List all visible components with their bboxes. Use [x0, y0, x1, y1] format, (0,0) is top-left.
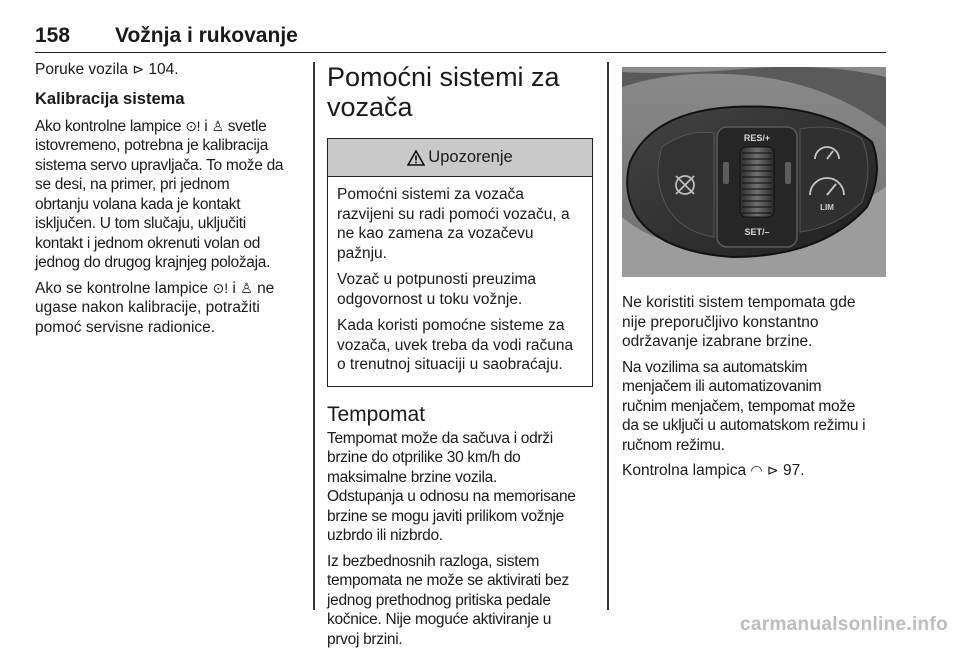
cross-reference: Poruke vozila ⊳ 104. [35, 61, 179, 78]
paragraph: Ako kontrolne lampice ⊙! i ♙ svetle istovremeno, potrebna je kalibracija sistema servo upravljača. To može da se desi, na primer, pri jednom obrtanju volana kada je kontakt isključen. U tom slučaju, uključiti kontakt i jednom okrenuti volan od jednog do drugog krajnjeg položaja. [35, 117, 284, 271]
page-reference-icon: ⊳ [132, 61, 145, 77]
steering-warning-icon: ⊙! [212, 279, 229, 296]
page-header [35, 22, 886, 53]
warning-header [328, 139, 592, 177]
column-middle [327, 60, 593, 655]
watermark: carmanualsonline.info [740, 614, 948, 635]
warning-triangle-icon [407, 150, 425, 166]
cruise-control-icon: ◠ [750, 462, 763, 478]
paragraph: Kada koristi pomoćne sisteme za vozača, uvek treba da vodi računa o trenutnoj situaciji u saobraćaju. [337, 317, 574, 373]
lim-label: LIM [820, 203, 834, 212]
warning-box [327, 138, 593, 387]
column-divider [313, 62, 315, 610]
chapter-title: Vožnja i rukovanje [115, 24, 298, 47]
paragraph: Pomoćni sistemi za vozača razvijeni su radi pomoći vozaču, a ne kao zamena za vozačevu pažnju. [337, 186, 570, 262]
paragraph: Ako se kontrolne lampice ⊙! i ♙ ne ugase nakon kalibracije, potražiti pomoć servisne radionice. [35, 279, 275, 336]
steering-warning-icon: ⊙! [185, 117, 201, 134]
page-reference-icon: ⊳ [766, 462, 779, 478]
column-right [622, 60, 887, 487]
steering-wheel-controls-photo [622, 67, 886, 277]
paragraph: Vozač u potpunosti preuzima odgovornost u toku vožnje. [337, 271, 537, 308]
column-left [35, 60, 300, 343]
paragraph: Ne koristiti sistem tempomata gde nije preporučljivo konstantno održavanje izabrane brzine. [622, 294, 856, 350]
column-divider [607, 62, 609, 610]
esc-warning-icon: ♙ [240, 279, 253, 296]
paragraph: Tempomat može da sačuva i održi brzine do otprilike 30 km/h do maksimalne brzine vozila. Odstupanja u odnosu na memorisane brzine se mogu javiti prilikom vožnje uzbrdo ili nizbrdo. [327, 429, 576, 544]
page-number: 158 [35, 24, 71, 47]
reference-link[interactable]: 104. [148, 61, 179, 78]
paragraph: Kontrolna lampica ◠ ⊳ 97. [622, 462, 805, 479]
warning-title: Upozorenje [428, 148, 513, 166]
warning-body [328, 177, 592, 386]
reference-link[interactable]: 97. [782, 462, 805, 479]
esc-warning-icon: ♙ [211, 117, 224, 134]
section-heading: Kalibracija sistema [35, 89, 185, 108]
section-heading: Tempomat [327, 402, 426, 426]
paragraph: Iz bezbednosnih razloga, sistem tempomata ne može se aktivirati bez jednog prethodnog pritiska pedale kočnice. Nije moguće aktiviranje u prvoj brzini. [327, 552, 569, 648]
res-plus-label: RES/+ [743, 133, 771, 143]
chapter-section-title: Pomoćni sistemi za vozača [327, 62, 560, 122]
set-minus-label: SET/– [744, 227, 770, 237]
paragraph: Na vozilima sa automatskim menjačem ili automatizovanim ručnim menjačem, tempomat može da se uključi u automatskom režimu i ručnom režimu. [622, 358, 866, 454]
